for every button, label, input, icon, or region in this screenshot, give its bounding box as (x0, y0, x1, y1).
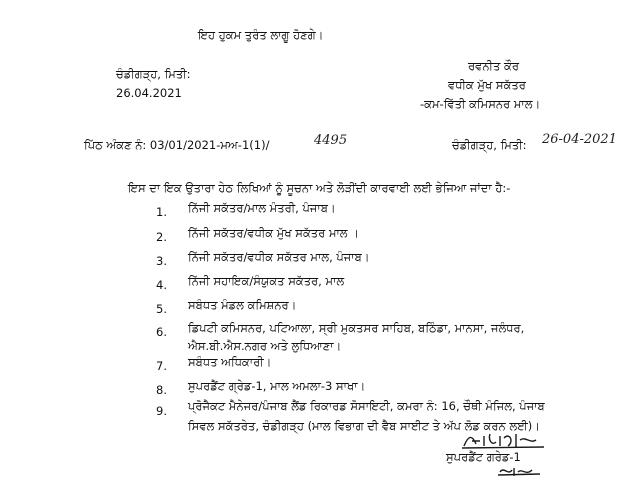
list-item-continued: ਐਸ.ਬੀ.ਐਸ.ਨਗਰ ਅਤੇ ਲੁਧਿਆਣਾ। (188, 339, 342, 353)
list-item-number: 2. (156, 230, 167, 244)
list-item-number: 7. (156, 359, 167, 373)
list-item: ਸੁਪਰਡੈਂਟ ਗ੍ਰੇਡ-1, ਮਾਲ ਅਮਲਾ-3 ਸਾਖਾ। (188, 379, 366, 393)
list-item: ਨਿੱਜੀ ਸਕੱਤਰ/ਵਧੀਕ ਮੁੱਖ ਸਕੱਤਰ ਮਾਲ । (188, 226, 359, 240)
list-item: ਨਿੱਜੀ ਸਕੱਤਰ/ਵਧੀਕ ਸਕੱਤਰ ਮਾਲ, ਪੰਜਾਬ। (188, 250, 370, 264)
list-item: ਡਿਪਟੀ ਕਮਿਸਨਰ, ਪਟਿਆਲਾ, ਸ੍ਰੀ ਮੁਕਤਸਰ ਸਾਹਿਬ, ਬਠਿੰਡਾ, ਮਾਨਸਾ, ਜਲੰਧਰ, (188, 321, 525, 335)
list-item-continued: ਸਿਵਲ ਸਕੱਤਰੇਤ, ਚੰਡੀਗੜ੍ਹ (ਮਾਲ ਵਿਭਾਗ ਦੀ ਵੈਬ ਸਾਈਟ ਤੇ ਅੱਪ ਲੋਡ ਕਰਨ ਲਈ)। (188, 419, 541, 433)
superintendent-title: ਸੁਪਰਡੈਂਟ ਗਰੇਡ-1 (446, 450, 521, 464)
endorsement-place-label: ਚੰਡੀਗੜ੍ਹ, ਮਿਤੀ: (452, 138, 527, 152)
list-item: ਪ੍ਰੋਜੈਕਟ ਮੈਨੇਜਰ/ਪੰਜਾਬ ਲੈਂਡ ਰਿਕਾਰਡ ਸੋਸਾਇਟੀ, ਕਮਰਾ ਨੰ: 16, ਚੌਥੀ ਮੰਜਿਲ, ਪੰਜਾਬ (188, 399, 545, 413)
intro-text: ਇਸ ਦਾ ਇਕ ਉਤਾਰਾ ਹੇਠ ਲਿਖਿਆਂ ਨੂੰ ਸੂਚਨਾ ਅਤੇ ਲੋੜੀਂਦੀ ਕਾਰਵਾਈ ਲਈ ਭੇਜਿਆ ਜਾਂਦਾ ਹੈ:- (128, 181, 511, 195)
list-item: ਨਿੱਜੀ ਸਕੱਤਰ/ਮਾਲ ਮੰਤਰੀ, ਪੰਜਾਬ। (188, 201, 336, 215)
issue-date: 26.04.2021 (116, 86, 182, 100)
list-item-number: 6. (156, 325, 167, 339)
list-item: ਸਬੰਧਤ ਮੰਡਲ ਕਮਿਸ਼ਨਰ। (188, 298, 297, 312)
initials-scribble (496, 464, 546, 478)
signatory-designation: ਵਧੀਕ ਮੁੱਖ ਸਕੱਤਰ (448, 78, 526, 92)
list-item-number: 9. (156, 404, 167, 418)
list-item-number: 1. (156, 205, 167, 219)
list-item-number: 5. (156, 302, 167, 316)
list-item: ਨਿੱਜੀ ਸਹਾਇਕ/ਸੰਯੁਕਤ ਸਕੱਤਰ, ਮਾਲ (188, 274, 345, 288)
superintendent-signature (460, 430, 550, 452)
list-item: ਸਬੰਧਤ ਅਧਿਕਾਰੀ। (188, 355, 272, 369)
order-line: ਇਹ ਹੁਕਮ ਤੁਰੰਤ ਲਾਗੂ ਹੋਣਗੇ। (198, 28, 324, 42)
signatory-name: ਰਵਨੀਤ ਕੌਰ (468, 59, 519, 73)
place-label: ਚੰਡੀਗੜ੍ਹ, ਮਿਤੀ: (116, 67, 191, 81)
endorsement-date-handwritten: 26-04-2021 (542, 132, 617, 147)
list-item-number: 3. (156, 254, 167, 268)
list-item-number: 8. (156, 383, 167, 397)
endorsement-number-handwritten: 4495 (314, 133, 348, 148)
signatory-designation-2: -ਕਮ-ਵਿੱਤੀ ਕਮਿਸਨਰ ਮਾਲ। (420, 97, 541, 111)
list-item-number: 4. (156, 278, 167, 292)
endorsement-number: ਪਿੱਠ ਅੰਕਣ ਨੰ: 03/01/2021-ਮਅ-1(1)/ (84, 138, 270, 152)
